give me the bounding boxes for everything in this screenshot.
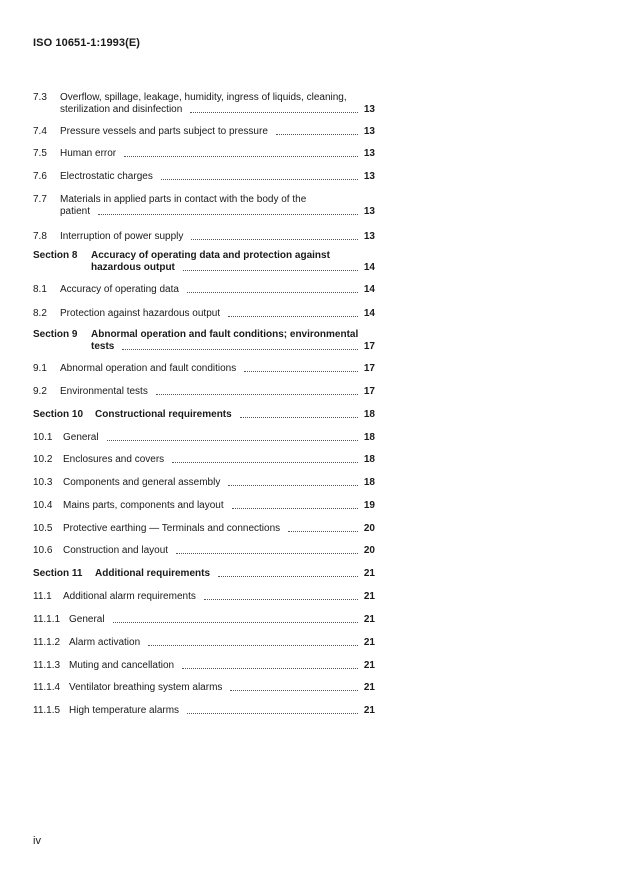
- toc-entry[interactable]: [33, 308, 375, 320]
- toc-entry[interactable]: [33, 386, 375, 398]
- toc-entry-page: 21: [363, 682, 375, 693]
- dot-leader: [190, 112, 358, 113]
- toc-entry-title: Components and general assembly: [63, 477, 221, 488]
- dot-leader: [148, 645, 358, 646]
- dot-leader: [187, 713, 358, 714]
- toc-entry-page: 17: [363, 386, 375, 397]
- dot-leader: [288, 531, 358, 532]
- toc-entry-page: 21: [363, 591, 375, 602]
- toc-entry-title: hazardous output: [91, 262, 175, 273]
- toc-entry-title: Enclosures and covers: [63, 454, 165, 465]
- toc-entry[interactable]: [33, 500, 375, 512]
- toc-entry[interactable]: [33, 432, 375, 444]
- toc-entry-number: 10.3: [33, 477, 53, 488]
- toc-entry-page: 14: [363, 284, 375, 295]
- toc-entry-page: 14: [363, 308, 375, 319]
- toc-entry-number: 7.8: [33, 231, 47, 242]
- toc-entry-title: Muting and cancellation: [69, 660, 175, 671]
- toc-entry-title: Electrostatic charges: [60, 171, 153, 182]
- toc-entry-title: Abnormal operation and fault conditions: [60, 363, 237, 374]
- dot-leader: [156, 394, 358, 395]
- dot-leader: [113, 622, 358, 623]
- toc-entry-number: 11.1.5: [33, 705, 61, 716]
- toc-entry-page: 17: [363, 341, 375, 352]
- toc-entry[interactable]: [33, 363, 375, 375]
- toc-entry-title: Additional alarm requirements: [63, 591, 196, 602]
- toc-section-entry[interactable]: [33, 329, 375, 353]
- dot-leader: [172, 462, 358, 463]
- toc-entry[interactable]: [33, 637, 375, 649]
- toc-entry[interactable]: [33, 545, 375, 557]
- dot-leader: [161, 179, 358, 180]
- toc-entry-page: 19: [363, 500, 375, 511]
- toc-entry-page: 13: [363, 231, 375, 242]
- toc-entry-page: 13: [363, 104, 375, 115]
- toc-entry[interactable]: [33, 92, 375, 116]
- toc-entry-page: 20: [363, 523, 375, 534]
- toc-entry-number: 10.1: [33, 432, 53, 443]
- toc-entry[interactable]: [33, 591, 375, 603]
- toc-entry-number: 10.4: [33, 500, 53, 511]
- toc-entry-page: 14: [363, 262, 375, 273]
- toc-entry[interactable]: [33, 194, 375, 218]
- toc-entry-title: Ventilator breathing system alarms: [69, 682, 223, 693]
- toc-entry-title: Mains parts, components and layout: [63, 500, 224, 511]
- toc-entry-title: Materials in applied parts in contact with the body of the: [60, 194, 307, 205]
- toc-section-entry[interactable]: [33, 568, 375, 580]
- toc-entry-title: Human error: [60, 148, 117, 159]
- toc-entry-title: Accuracy of operating data: [60, 284, 179, 295]
- toc-entry-number: 11.1.3: [33, 660, 61, 671]
- toc-entry-title: Abnormal operation and fault conditions; environmental: [91, 329, 359, 340]
- dot-leader: [232, 508, 358, 509]
- toc-entry[interactable]: [33, 705, 375, 717]
- toc-entry-number: 9.1: [33, 363, 47, 374]
- dot-leader: [218, 576, 358, 577]
- toc-entry-title: Alarm activation: [69, 637, 141, 648]
- toc-entry-title: patient: [60, 206, 91, 217]
- toc-entry-number: 8.1: [33, 284, 47, 295]
- toc-entry-number: 7.5: [33, 148, 47, 159]
- toc-entry[interactable]: [33, 454, 375, 466]
- toc-entry-title: tests: [91, 341, 115, 352]
- dot-leader: [182, 668, 358, 669]
- page-number: iv: [33, 835, 41, 847]
- toc-entry-title: Protective earthing — Terminals and connections: [63, 523, 281, 534]
- toc-entry-number: 8.2: [33, 308, 47, 319]
- dot-leader: [228, 316, 358, 317]
- toc-entry-number: 7.3: [33, 92, 47, 103]
- toc-entry-page: 13: [363, 171, 375, 182]
- toc-entry-title: General: [69, 614, 105, 625]
- toc-section-entry[interactable]: [33, 409, 375, 421]
- toc-entry-number: 7.7: [33, 194, 47, 205]
- toc-entry-number: 10.6: [33, 545, 53, 556]
- toc-entry-title: Additional requirements: [95, 568, 211, 579]
- dot-leader: [244, 371, 358, 372]
- toc-entry-page: 18: [363, 432, 375, 443]
- dot-leader: [228, 485, 358, 486]
- toc-entry-page: 20: [363, 545, 375, 556]
- toc-entry-title: Interruption of power supply: [60, 231, 184, 242]
- toc-entry-number: Section 9: [33, 329, 78, 340]
- dot-leader: [176, 553, 358, 554]
- toc-entry-number: Section 8: [33, 250, 78, 261]
- toc-entry[interactable]: [33, 682, 375, 694]
- document-header: ISO 10651-1:1993(E): [33, 37, 141, 49]
- dot-leader: [204, 599, 358, 600]
- toc-entry-number: Section 11: [33, 568, 83, 579]
- toc-entry-title: Accuracy of operating data and protection against: [91, 250, 330, 261]
- toc-entry-title: High temperature alarms: [69, 705, 180, 716]
- toc-entry-title: Construction and layout: [63, 545, 169, 556]
- toc-entry-page: 13: [363, 126, 375, 137]
- dot-leader: [191, 239, 357, 240]
- toc-entry[interactable]: [33, 523, 375, 535]
- toc-entry[interactable]: [33, 477, 375, 489]
- toc-entry-title: sterilization and disinfection: [60, 104, 183, 115]
- toc-entry-title: Overflow, spillage, leakage, humidity, ingress of liquids, cleaning,: [60, 92, 347, 103]
- dot-leader: [183, 270, 358, 271]
- toc-entry-number: 11.1: [33, 591, 52, 602]
- dot-leader: [98, 214, 358, 215]
- toc-entry[interactable]: [33, 284, 375, 296]
- toc-section-entry[interactable]: [33, 250, 375, 274]
- toc-entry-page: 21: [363, 705, 375, 716]
- toc-entry-page: 21: [363, 660, 375, 671]
- toc-entry-number: 11.1.4: [33, 682, 61, 693]
- toc-entry-page: 21: [363, 637, 375, 648]
- toc-entry-page: 18: [363, 477, 375, 488]
- toc-entry[interactable]: [33, 171, 375, 183]
- toc-entry-title: Environmental tests: [60, 386, 148, 397]
- toc-entry-number: Section 10: [33, 409, 84, 420]
- toc-entry-title: Constructional requirements: [95, 409, 232, 420]
- toc-entry-number: 7.6: [33, 171, 47, 182]
- toc-entry-number: 10.5: [33, 523, 53, 534]
- toc-entry[interactable]: [33, 614, 375, 626]
- toc-entry-page: 18: [363, 454, 375, 465]
- dot-leader: [240, 417, 358, 418]
- toc-entry-number: 7.4: [33, 126, 47, 137]
- dot-leader: [107, 440, 358, 441]
- toc-entry-page: 13: [363, 206, 375, 217]
- dot-leader: [187, 292, 358, 293]
- toc-entry-page: 17: [363, 363, 375, 374]
- toc-entry-page: 13: [363, 148, 375, 159]
- toc-entry-title: General: [63, 432, 99, 443]
- toc-entry-page: 21: [363, 568, 375, 579]
- toc-entry-page: 21: [363, 614, 375, 625]
- toc-entry-number: 11.1.1: [33, 614, 61, 625]
- toc-entry[interactable]: [33, 126, 375, 138]
- toc-entry-title: Protection against hazardous output: [60, 308, 221, 319]
- toc-entry[interactable]: [33, 148, 375, 160]
- toc-entry[interactable]: [33, 231, 375, 243]
- toc-entry-number: 9.2: [33, 386, 47, 397]
- dot-leader: [122, 349, 358, 350]
- toc-entry-title: Pressure vessels and parts subject to pressure: [60, 126, 268, 137]
- toc-entry-page: 18: [363, 409, 375, 420]
- toc-entry[interactable]: [33, 660, 375, 672]
- dot-leader: [230, 690, 357, 691]
- toc-entry-number: 10.2: [33, 454, 53, 465]
- toc-entry-number: 11.1.2: [33, 637, 61, 648]
- dot-leader: [124, 156, 358, 157]
- dot-leader: [276, 134, 358, 135]
